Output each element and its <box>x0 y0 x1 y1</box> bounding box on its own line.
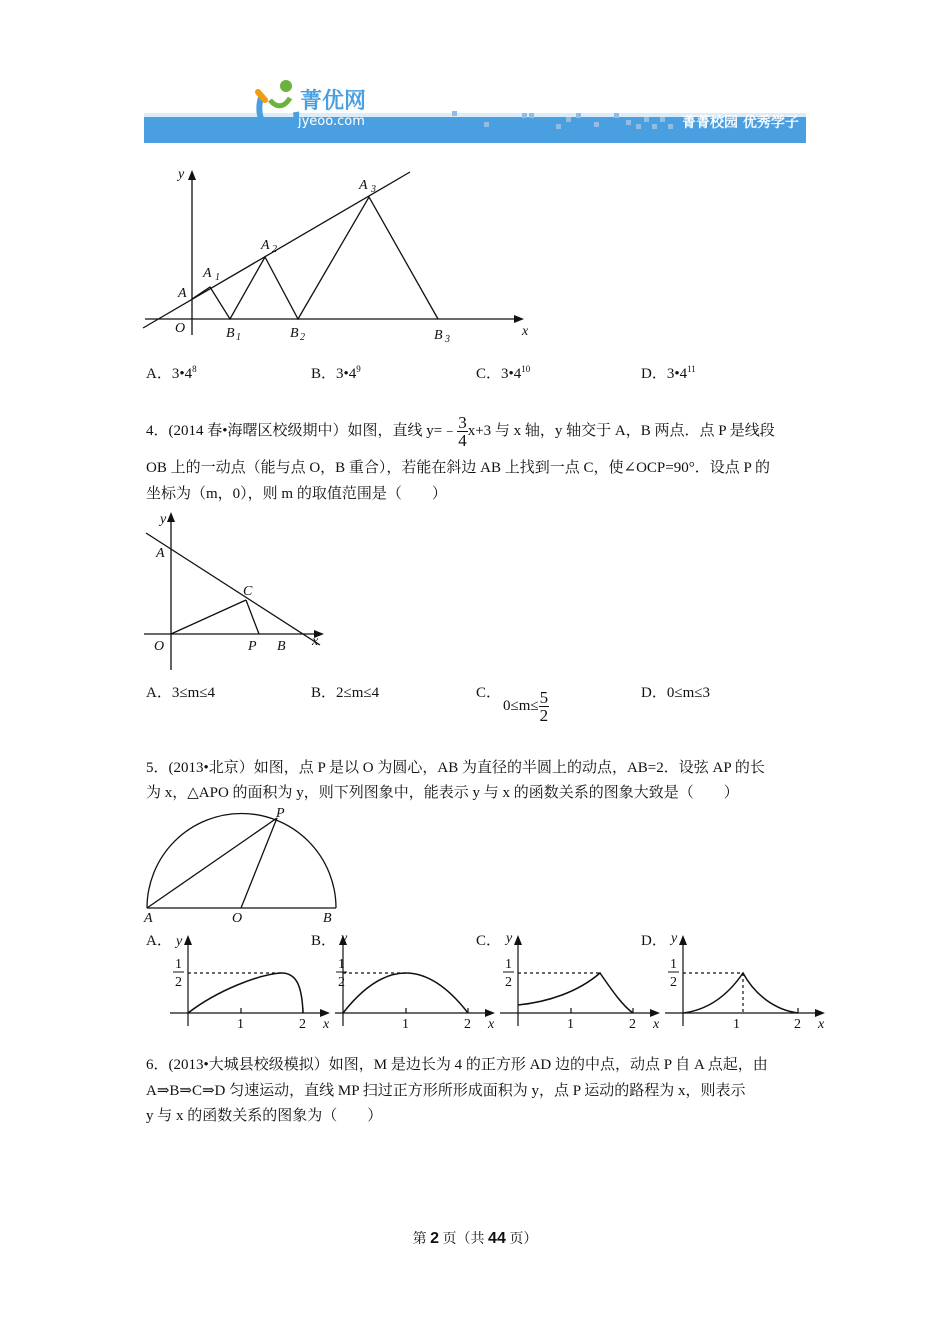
frac-den: 4 <box>458 430 467 450</box>
logo-text-cn: 菁优网 <box>300 89 367 114</box>
tick-two: 2 <box>794 1017 801 1030</box>
q5-graph-d[interactable] <box>663 930 835 1030</box>
axis-label-x: x <box>488 1017 495 1030</box>
tick-half-den: 2 <box>505 975 512 990</box>
label-A1: A <box>203 266 212 281</box>
q5-figure <box>140 800 350 930</box>
option-letter: B． <box>311 366 337 382</box>
label-A1-sub: 1 <box>215 272 220 283</box>
frac-num: 3 <box>458 412 467 432</box>
label-B3: B <box>434 328 443 343</box>
option-base: 3•4 <box>501 366 522 382</box>
label-A3-sub: 3 <box>371 184 376 195</box>
chord-AP <box>147 818 277 908</box>
q4-text-post: x+3 与 x 轴，y 轴交于 A，B 两点．点 P 是线段 <box>467 423 775 439</box>
frac-num: 5 <box>539 687 549 707</box>
line-AB <box>146 533 320 645</box>
tick-half-den: 2 <box>338 975 345 990</box>
header-banner <box>0 0 950 150</box>
footer-post: 页） <box>509 1232 538 1247</box>
frac-den: 2 <box>539 705 549 725</box>
q6-line3: y 与 x 的函数关系的图象为（ ） <box>146 1108 383 1124</box>
q6-line2: A⇒B⇒C⇒D 匀速运动，直线 MP 扫过正方形所形成面积为 y，点 P 运动的路程为 x，则表示 <box>146 1083 746 1099</box>
tick-one: 1 <box>733 1017 740 1030</box>
q5-line2: 为 x，△APO 的面积为 y，则下列图象中，能表示 y 与 x 的函数关系的图象大致是（ ） <box>146 785 739 801</box>
label-C: C <box>243 584 253 599</box>
option-base: 3•4 <box>336 366 357 382</box>
label-B2-sub: 2 <box>300 332 305 343</box>
option-text: 0≤m≤3 <box>666 685 710 701</box>
option-base: 3•4 <box>171 366 193 382</box>
header-slogan: 菁菁校园 优秀学子 <box>682 115 799 131</box>
q4-text-pre: 4．(2014 春•海曙区校级期中）如图，直线 y=﹣ <box>146 423 458 439</box>
tick-one: 1 <box>402 1017 409 1030</box>
option-base: 3•4 <box>666 366 688 382</box>
tick-one: 1 <box>237 1017 244 1030</box>
axis-label-x: x <box>323 1017 330 1030</box>
tick-half-num: 1 <box>175 957 182 972</box>
footer-page-number: 2 <box>430 1230 440 1247</box>
label-A: A <box>178 286 187 301</box>
label-A2-sub: 2 <box>272 244 277 255</box>
label-B3-sub: 3 <box>445 334 450 345</box>
option-exp: 8 <box>192 364 197 374</box>
q3-option-b[interactable] <box>311 359 361 384</box>
option-exp: 11 <box>687 364 696 374</box>
tick-two: 2 <box>299 1017 306 1030</box>
q4-option-a[interactable] <box>146 683 215 703</box>
logo-text-en: jyeoo.com <box>298 114 365 129</box>
q5-line1: 5．(2013•北京）如图，点 P 是以 O 为圆心，AB 为直径的半圆上的动点，AB=2．设弦 AP 的长 <box>146 760 765 776</box>
footer-total-pages: 44 <box>488 1230 506 1247</box>
label-B: B <box>277 639 286 654</box>
axis-label-y: y <box>506 931 513 946</box>
label-y: y <box>160 512 167 527</box>
footer-pre: 第 <box>412 1232 427 1247</box>
axis-label-x: x <box>653 1017 660 1030</box>
q4-option-b[interactable] <box>311 683 379 703</box>
q3-option-a[interactable] <box>146 359 197 384</box>
page-header <box>0 0 950 150</box>
q4-line2: OB 上的一动点（能与点 O，B 重合），若能在斜边 AB 上找到一点 C，使∠OCP=90°．设点 P 的 <box>146 460 771 476</box>
q6-line1: 6．(2013•大城县校级模拟）如图，M 是边长为 4 的正方形 AD 边的中点，动点 P 自 A 点起，由 <box>146 1057 768 1073</box>
axis-label-y: y <box>671 931 678 946</box>
option-letter: A． <box>146 685 172 701</box>
q5-graph-a[interactable] <box>168 930 340 1030</box>
tick-half-num: 1 <box>670 957 677 972</box>
option-letter: C． <box>476 366 502 382</box>
label-O: O <box>175 321 186 336</box>
q5-option-c[interactable]: C． <box>476 933 502 949</box>
tick-half-num: 1 <box>505 957 512 972</box>
tick-half-num: 1 <box>338 957 345 972</box>
q4-option-c-letter[interactable]: C． <box>476 685 502 701</box>
tick-one: 1 <box>567 1017 574 1030</box>
option-fraction <box>539 689 550 724</box>
label-A: A <box>156 546 165 561</box>
q5-option-b[interactable]: B． <box>311 933 337 949</box>
label-B1-sub: 1 <box>236 332 241 343</box>
option-text: 3≤m≤4 <box>171 685 215 701</box>
semicircle <box>147 814 336 909</box>
segment-OC <box>171 600 246 634</box>
option-exp: 9 <box>356 364 361 374</box>
option-letter: D． <box>641 366 667 382</box>
label-A2: A <box>261 238 270 253</box>
option-text: 0≤m≤ <box>503 698 539 714</box>
q3-option-c[interactable] <box>476 359 530 384</box>
q4-option-c[interactable] <box>503 686 549 726</box>
axis-label-y: y <box>176 934 183 949</box>
q4-line1 <box>146 411 775 451</box>
label-B1: B <box>226 326 235 341</box>
q3-figure <box>140 160 560 345</box>
label-A3: A <box>359 178 368 193</box>
label-P: P <box>276 806 285 821</box>
q4-figure <box>140 505 340 675</box>
q5-option-d[interactable]: D． <box>641 933 667 949</box>
label-y: y <box>178 167 185 182</box>
q5-option-a[interactable]: A． <box>146 933 172 949</box>
label-O: O <box>154 639 165 654</box>
option-letter: D． <box>641 685 667 701</box>
q5-graph-c[interactable] <box>498 930 670 1030</box>
radius-OP <box>241 818 277 908</box>
label-B2: B <box>290 326 299 341</box>
axis-label-y: y <box>341 931 348 946</box>
tick-two: 2 <box>464 1017 471 1030</box>
tick-half-den: 2 <box>175 975 182 990</box>
tick-half-den: 2 <box>670 975 677 990</box>
axis-label-x: x <box>818 1017 825 1030</box>
footer-mid: 页（共 <box>442 1232 485 1247</box>
option-exp: 10 <box>521 364 531 374</box>
q4-line3: 坐标为（m，0），则 m 的取值范围是（ ） <box>146 486 447 502</box>
zigzag-triangles <box>192 197 438 319</box>
q4-fraction <box>457 414 468 449</box>
q5-graph-b[interactable] <box>333 930 505 1030</box>
option-letter: B． <box>311 685 337 701</box>
label-P: P <box>248 639 257 654</box>
option-letter: A． <box>146 366 172 382</box>
tick-two: 2 <box>629 1017 636 1030</box>
label-x: x <box>312 634 319 649</box>
page-footer <box>0 1229 950 1250</box>
q4-option-d[interactable] <box>641 683 710 703</box>
label-A: A <box>144 911 153 926</box>
q3-option-d[interactable] <box>641 359 696 384</box>
label-x: x <box>522 324 529 339</box>
label-O: O <box>232 911 243 926</box>
option-text: 2≤m≤4 <box>336 685 380 701</box>
label-B: B <box>323 911 332 926</box>
